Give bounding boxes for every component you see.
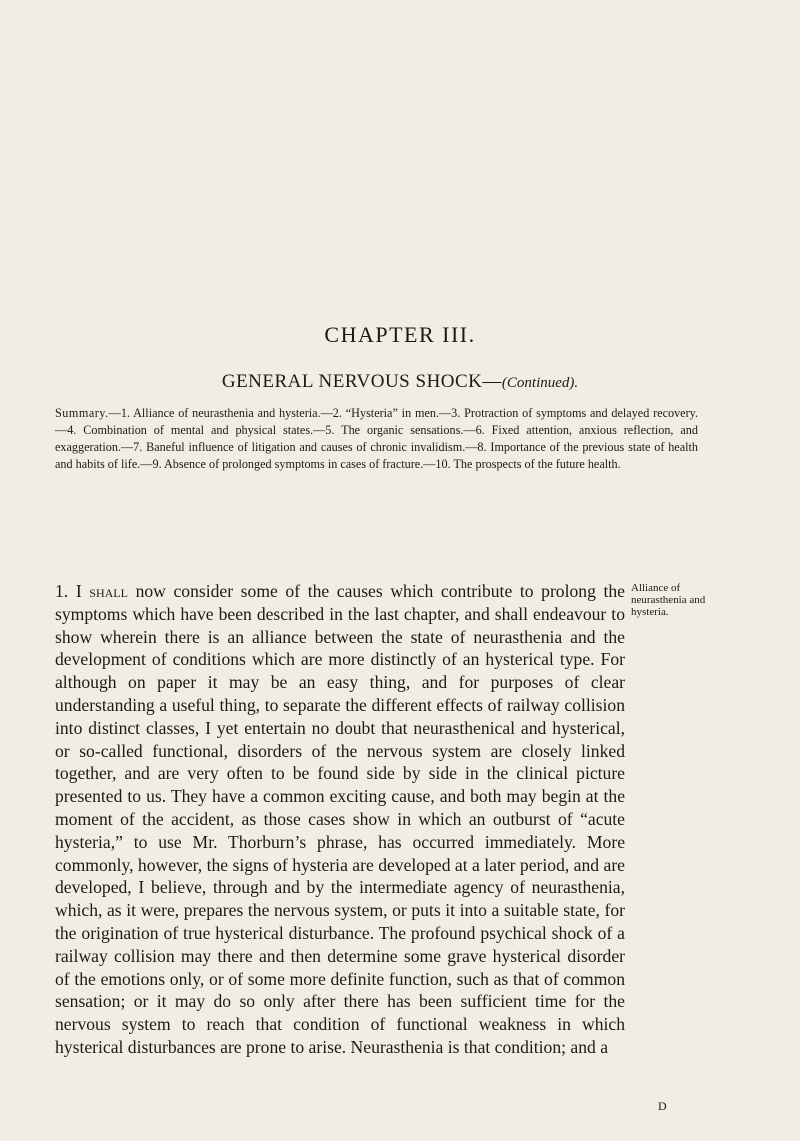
signature-mark: D xyxy=(658,1099,667,1113)
chapter-summary xyxy=(55,405,698,473)
chapter-title: CHAPTER III. xyxy=(324,322,476,347)
paragraph-1 xyxy=(55,580,625,1059)
section-continued: (Continued). xyxy=(501,375,579,391)
margin-note: Alliance of neurasthenia and hysteria. xyxy=(631,582,706,618)
paragraph-lead: I shall xyxy=(75,581,128,601)
summary-label: Summary. xyxy=(55,406,109,420)
paragraph-text: now consider some of the causes which contribute to prolong the symptoms which have been described in the last chapter, and shall endeavour to show wherein there is an alliance between the state of neurasthenia and the development of conditions which are more distinctly of an hysterical type. For although on paper it may be an easy thing, and for purposes of clear understanding a useful thing, to separate the different effects of railway collision into distinct classes, I yet entertain no doubt that neurasthenical and hysterical, or so-called functional, disorders of the nervous system are closely linked together, and are very often to be found side by side in the clinical picture presented to us. They have a common exciting cause, and both may begin at the moment of the accident, as those cases show in which an outburst of “acute hysteria,” to use Mr. Thorburn’s phrase, has occurred immediately. More commonly, however, the signs of hysteria are developed at a later period, and are developed, I believe, through and by the intermediate agency of neurasthenia, which, as it were, prepares the nervous system, or puts it into a suitable state, for the origination of true hysterical disturbance. The profound psychical shock of a railway collision may there and then determine some grave hysterical disorder of the emotions only, or of some more definite function, such as that of common sensation; or it may do so only after there has been sufficient time for the nervous system to reach that condition of functional weakness in which hysterical disturbances are prone to arise. Neurasthenia is that condition; and a xyxy=(55,581,625,1057)
paragraph-number: 1. xyxy=(55,581,69,601)
section-title xyxy=(0,371,800,393)
section-title-text: GENERAL NERVOUS SHOCK— xyxy=(221,371,502,392)
summary-text: —1. Alliance of neurasthenia and hysteria.—2. “Hysteria” in men.—3. Protraction of symptoms and delayed recovery.—4. Combination of mental and physical states.—5. The organic sensations.—6. Fixed attention, anxious reflection, and exaggeration.—7. Baneful influence of litigation and causes of chronic invalidism.—8. Importance of the previous state of health and habits of life.—9. Absence of prolonged symptoms in cases of fracture.—10. The prospects of the future health. xyxy=(55,406,698,471)
